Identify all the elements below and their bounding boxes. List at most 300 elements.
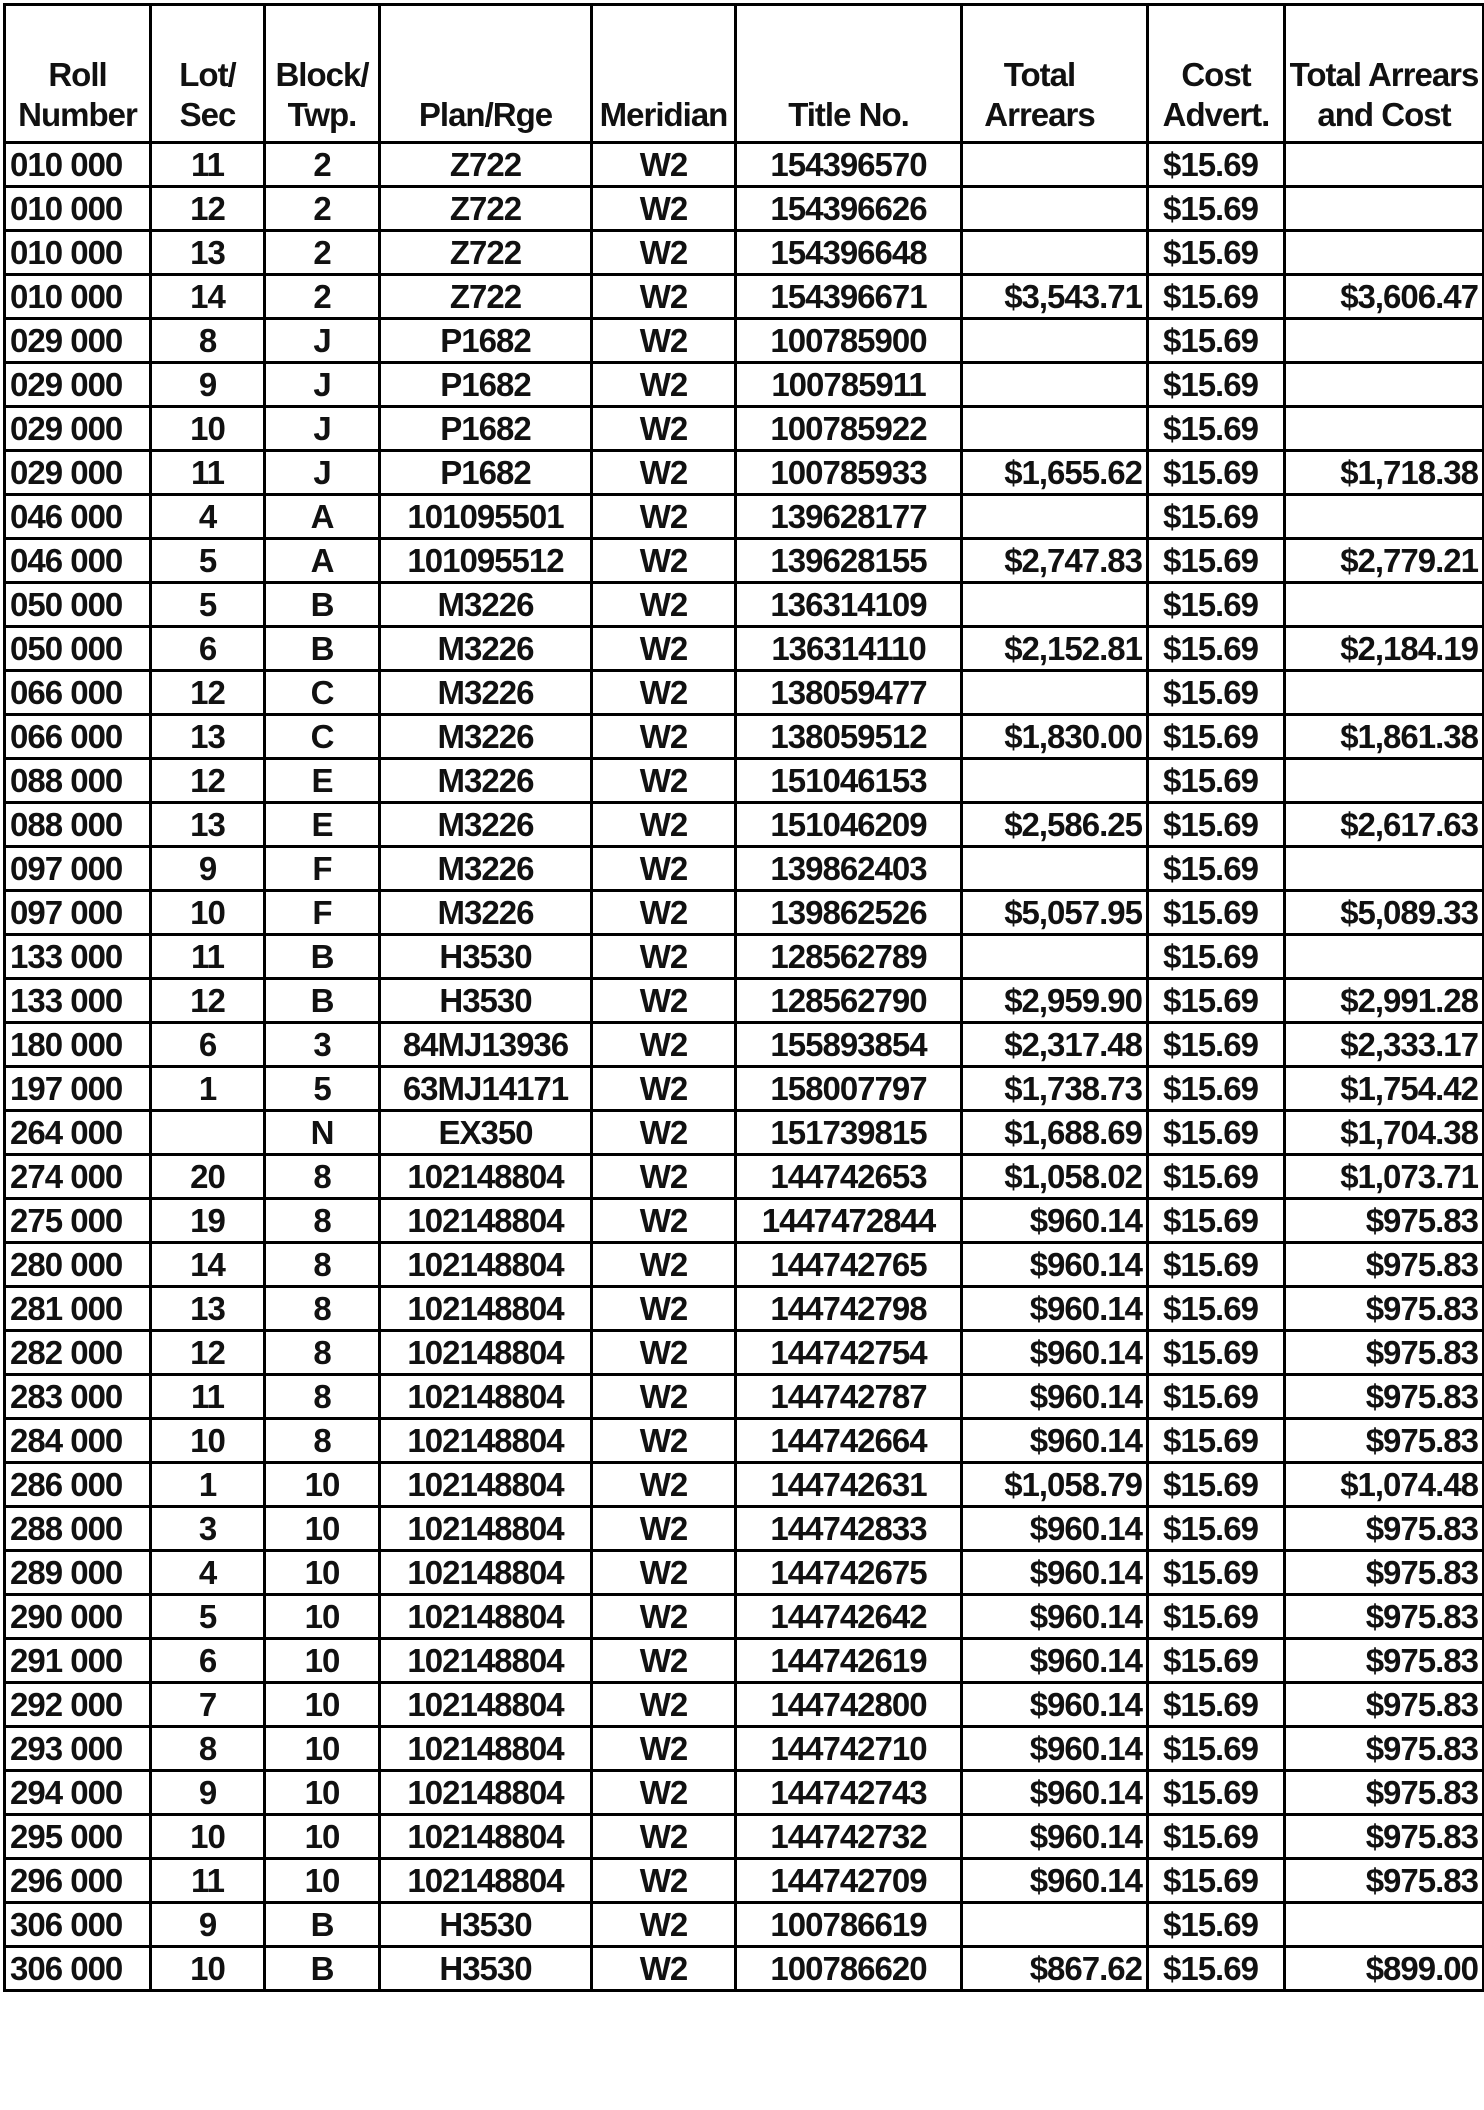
lot-sec-cell: 10 (151, 891, 265, 935)
total-arrears-cell: $960.14 (962, 1375, 1148, 1419)
block-twp-cell: 8 (265, 1331, 380, 1375)
meridian-cell: W2 (592, 1551, 736, 1595)
title-no-cell: 144742787 (736, 1375, 962, 1419)
plan-rge-cell: M3226 (380, 671, 592, 715)
lot-sec-cell: 10 (151, 1815, 265, 1859)
title-no-cell: 100785900 (736, 319, 962, 363)
cost-advert-cell: $15.69 (1148, 1375, 1285, 1419)
cost-advert-cell: $15.69 (1148, 1551, 1285, 1595)
total-arrears-cell (962, 187, 1148, 231)
plan-rge-cell: 102148804 (380, 1243, 592, 1287)
total-arrears-cell: $960.14 (962, 1859, 1148, 1903)
title-no-cell: 154396671 (736, 275, 962, 319)
meridian-cell: W2 (592, 1375, 736, 1419)
lot-sec-cell: 6 (151, 1023, 265, 1067)
block-twp-cell: B (265, 935, 380, 979)
table-row (5, 935, 1484, 979)
table-row (5, 275, 1484, 319)
title-no-cell: 136314109 (736, 583, 962, 627)
meridian-cell: W2 (592, 1727, 736, 1771)
header-cost-advert (1148, 5, 1285, 143)
block-twp-cell: 2 (265, 231, 380, 275)
total-arrears-cell: $5,057.95 (962, 891, 1148, 935)
meridian-cell: W2 (592, 935, 736, 979)
plan-rge-cell: 102148804 (380, 1859, 592, 1903)
cost-advert-cell: $15.69 (1148, 1023, 1285, 1067)
header-line: Title No. (788, 96, 909, 133)
header-line: Total Arrears (1289, 56, 1479, 93)
cost-advert-cell: $15.69 (1148, 451, 1285, 495)
title-no-cell: 100785911 (736, 363, 962, 407)
cost-advert-cell: $15.69 (1148, 1683, 1285, 1727)
roll-number-cell: 306 000 (5, 1903, 151, 1947)
table-row (5, 231, 1484, 275)
lot-sec-cell: 7 (151, 1683, 265, 1727)
cost-advert-cell: $15.69 (1148, 1859, 1285, 1903)
cost-advert-cell: $15.69 (1148, 1067, 1285, 1111)
title-no-cell: 128562789 (736, 935, 962, 979)
meridian-cell: W2 (592, 847, 736, 891)
total-arrears-cell (962, 671, 1148, 715)
title-no-cell: 100786620 (736, 1947, 962, 1991)
total-arrears-cell: $960.14 (962, 1287, 1148, 1331)
plan-rge-cell: 102148804 (380, 1375, 592, 1419)
meridian-cell: W2 (592, 671, 736, 715)
cost-advert-cell: $15.69 (1148, 187, 1285, 231)
block-twp-cell: C (265, 671, 380, 715)
roll-number-cell: 284 000 (5, 1419, 151, 1463)
roll-number-cell: 133 000 (5, 935, 151, 979)
cost-advert-cell: $15.69 (1148, 627, 1285, 671)
block-twp-cell: 8 (265, 1419, 380, 1463)
table-row (5, 1551, 1484, 1595)
plan-rge-cell: 102148804 (380, 1331, 592, 1375)
lot-sec-cell: 5 (151, 583, 265, 627)
cost-advert-cell: $15.69 (1148, 407, 1285, 451)
total-arrears-cell: $1,058.02 (962, 1155, 1148, 1199)
title-no-cell: 144742800 (736, 1683, 962, 1727)
total-arrears-and-cost-cell (1285, 143, 1484, 187)
title-no-cell: 155893854 (736, 1023, 962, 1067)
total-arrears-cell (962, 583, 1148, 627)
block-twp-cell: B (265, 1903, 380, 1947)
plan-rge-cell: 102148804 (380, 1551, 592, 1595)
table-row (5, 847, 1484, 891)
roll-number-cell: 274 000 (5, 1155, 151, 1199)
total-arrears-and-cost-cell: $975.83 (1285, 1287, 1484, 1331)
total-arrears-cell: $960.14 (962, 1199, 1148, 1243)
table-row (5, 1727, 1484, 1771)
header-line: and Cost (1317, 96, 1451, 133)
total-arrears-and-cost-cell (1285, 363, 1484, 407)
table-row (5, 1815, 1484, 1859)
header-title-no (736, 5, 962, 143)
roll-number-cell: 293 000 (5, 1727, 151, 1771)
total-arrears-and-cost-cell: $975.83 (1285, 1595, 1484, 1639)
title-no-cell: 100785922 (736, 407, 962, 451)
cost-advert-cell: $15.69 (1148, 231, 1285, 275)
table-row (5, 539, 1484, 583)
plan-rge-cell: M3226 (380, 583, 592, 627)
meridian-cell: W2 (592, 407, 736, 451)
title-no-cell: 144742754 (736, 1331, 962, 1375)
roll-number-cell: 010 000 (5, 187, 151, 231)
cost-advert-cell: $15.69 (1148, 1727, 1285, 1771)
table-row (5, 495, 1484, 539)
roll-number-cell: 294 000 (5, 1771, 151, 1815)
roll-number-cell: 282 000 (5, 1331, 151, 1375)
total-arrears-cell (962, 1903, 1148, 1947)
meridian-cell: W2 (592, 363, 736, 407)
cost-advert-cell: $15.69 (1148, 1199, 1285, 1243)
lot-sec-cell: 8 (151, 319, 265, 363)
lot-sec-cell: 12 (151, 759, 265, 803)
lot-sec-cell: 1 (151, 1067, 265, 1111)
header-line: Advert. (1162, 96, 1270, 133)
roll-number-cell: 288 000 (5, 1507, 151, 1551)
title-no-cell: 154396626 (736, 187, 962, 231)
meridian-cell: W2 (592, 1463, 736, 1507)
table-row (5, 715, 1484, 759)
total-arrears-cell (962, 935, 1148, 979)
lot-sec-cell: 4 (151, 1551, 265, 1595)
meridian-cell: W2 (592, 1111, 736, 1155)
table-row (5, 1331, 1484, 1375)
total-arrears-and-cost-cell: $975.83 (1285, 1727, 1484, 1771)
table-row (5, 979, 1484, 1023)
total-arrears-cell (962, 407, 1148, 451)
table-row (5, 1067, 1484, 1111)
table-row (5, 583, 1484, 627)
title-no-cell: 144742798 (736, 1287, 962, 1331)
total-arrears-and-cost-cell: $975.83 (1285, 1639, 1484, 1683)
plan-rge-cell: Z722 (380, 275, 592, 319)
plan-rge-cell: M3226 (380, 803, 592, 847)
table-row (5, 1771, 1484, 1815)
meridian-cell: W2 (592, 1859, 736, 1903)
cost-advert-cell: $15.69 (1148, 803, 1285, 847)
header-line: Cost (1181, 56, 1251, 93)
roll-number-cell: 291 000 (5, 1639, 151, 1683)
header-line: Twp. (287, 96, 357, 133)
block-twp-cell: 2 (265, 187, 380, 231)
roll-number-cell: 029 000 (5, 363, 151, 407)
lot-sec-cell: 12 (151, 187, 265, 231)
total-arrears-cell: $1,058.79 (962, 1463, 1148, 1507)
roll-number-cell: 097 000 (5, 891, 151, 935)
header-total-arrears-and-cost (1285, 5, 1484, 143)
lot-sec-cell: 12 (151, 1331, 265, 1375)
total-arrears-and-cost-cell (1285, 495, 1484, 539)
lot-sec-cell: 10 (151, 407, 265, 451)
block-twp-cell: 8 (265, 1199, 380, 1243)
tax-arrears-table (3, 3, 1484, 1992)
plan-rge-cell: 102148804 (380, 1155, 592, 1199)
plan-rge-cell: H3530 (380, 935, 592, 979)
plan-rge-cell: 102148804 (380, 1683, 592, 1727)
cost-advert-cell: $15.69 (1148, 1507, 1285, 1551)
roll-number-cell: 290 000 (5, 1595, 151, 1639)
plan-rge-cell: 102148804 (380, 1287, 592, 1331)
total-arrears-and-cost-cell (1285, 187, 1484, 231)
tax-arrears-sheet (3, 3, 1482, 2108)
cost-advert-cell: $15.69 (1148, 275, 1285, 319)
block-twp-cell: J (265, 319, 380, 363)
title-no-cell: 144742743 (736, 1771, 962, 1815)
total-arrears-cell: $960.14 (962, 1771, 1148, 1815)
title-no-cell: 151739815 (736, 1111, 962, 1155)
plan-rge-cell: 101095501 (380, 495, 592, 539)
total-arrears-and-cost-cell (1285, 847, 1484, 891)
roll-number-cell: 010 000 (5, 275, 151, 319)
title-no-cell: 144742732 (736, 1815, 962, 1859)
roll-number-cell: 133 000 (5, 979, 151, 1023)
lot-sec-cell: 9 (151, 847, 265, 891)
total-arrears-and-cost-cell: $1,861.38 (1285, 715, 1484, 759)
plan-rge-cell: H3530 (380, 1947, 592, 1991)
table-row (5, 1595, 1484, 1639)
lot-sec-cell: 12 (151, 671, 265, 715)
roll-number-cell: 066 000 (5, 671, 151, 715)
plan-rge-cell: EX350 (380, 1111, 592, 1155)
meridian-cell: W2 (592, 1023, 736, 1067)
block-twp-cell: 10 (265, 1859, 380, 1903)
total-arrears-and-cost-cell: $1,073.71 (1285, 1155, 1484, 1199)
table-row (5, 1859, 1484, 1903)
plan-rge-cell: M3226 (380, 891, 592, 935)
total-arrears-and-cost-cell: $975.83 (1285, 1859, 1484, 1903)
roll-number-cell: 306 000 (5, 1947, 151, 1991)
total-arrears-and-cost-cell (1285, 407, 1484, 451)
plan-rge-cell: Z722 (380, 187, 592, 231)
title-no-cell: 144742619 (736, 1639, 962, 1683)
total-arrears-cell (962, 319, 1148, 363)
meridian-cell: W2 (592, 1243, 736, 1287)
total-arrears-and-cost-cell: $975.83 (1285, 1331, 1484, 1375)
total-arrears-and-cost-cell: $975.83 (1285, 1419, 1484, 1463)
title-no-cell: 154396648 (736, 231, 962, 275)
total-arrears-cell: $1,688.69 (962, 1111, 1148, 1155)
table-header-row (5, 5, 1484, 143)
meridian-cell: W2 (592, 1815, 736, 1859)
total-arrears-cell (962, 363, 1148, 407)
meridian-cell: W2 (592, 1331, 736, 1375)
plan-rge-cell: 102148804 (380, 1595, 592, 1639)
plan-rge-cell: M3226 (380, 847, 592, 891)
block-twp-cell: 8 (265, 1375, 380, 1419)
block-twp-cell: A (265, 539, 380, 583)
roll-number-cell: 050 000 (5, 627, 151, 671)
roll-number-cell: 264 000 (5, 1111, 151, 1155)
total-arrears-cell: $960.14 (962, 1551, 1148, 1595)
total-arrears-cell: $2,959.90 (962, 979, 1148, 1023)
block-twp-cell: E (265, 759, 380, 803)
total-arrears-cell (962, 759, 1148, 803)
header-line: Meridian (599, 96, 728, 133)
block-twp-cell: 2 (265, 143, 380, 187)
table-row (5, 1287, 1484, 1331)
total-arrears-cell: $960.14 (962, 1639, 1148, 1683)
roll-number-cell: 029 000 (5, 451, 151, 495)
roll-number-cell: 010 000 (5, 143, 151, 187)
table-body (5, 143, 1484, 1991)
total-arrears-cell (962, 231, 1148, 275)
lot-sec-cell: 6 (151, 627, 265, 671)
total-arrears-and-cost-cell: $2,184.19 (1285, 627, 1484, 671)
meridian-cell: W2 (592, 275, 736, 319)
block-twp-cell: 10 (265, 1639, 380, 1683)
block-twp-cell: B (265, 979, 380, 1023)
table-row (5, 187, 1484, 231)
total-arrears-and-cost-cell: $975.83 (1285, 1771, 1484, 1815)
header-line: Arrears (984, 96, 1095, 133)
block-twp-cell: J (265, 363, 380, 407)
block-twp-cell: J (265, 407, 380, 451)
table-row (5, 363, 1484, 407)
plan-rge-cell: P1682 (380, 451, 592, 495)
block-twp-cell: 5 (265, 1067, 380, 1111)
plan-rge-cell: 102148804 (380, 1463, 592, 1507)
block-twp-cell: N (265, 1111, 380, 1155)
meridian-cell: W2 (592, 451, 736, 495)
lot-sec-cell: 4 (151, 495, 265, 539)
roll-number-cell: 296 000 (5, 1859, 151, 1903)
table-row (5, 1947, 1484, 1991)
total-arrears-cell (962, 847, 1148, 891)
header-line: Block/ (275, 56, 369, 93)
total-arrears-and-cost-cell: $975.83 (1285, 1199, 1484, 1243)
plan-rge-cell: P1682 (380, 363, 592, 407)
header-plan-rge (380, 5, 592, 143)
meridian-cell: W2 (592, 231, 736, 275)
meridian-cell: W2 (592, 1947, 736, 1991)
cost-advert-cell: $15.69 (1148, 495, 1285, 539)
block-twp-cell: 10 (265, 1771, 380, 1815)
block-twp-cell: 2 (265, 275, 380, 319)
lot-sec-cell: 9 (151, 363, 265, 407)
total-arrears-cell: $1,655.62 (962, 451, 1148, 495)
block-twp-cell: 10 (265, 1683, 380, 1727)
block-twp-cell: J (265, 451, 380, 495)
cost-advert-cell: $15.69 (1148, 979, 1285, 1023)
roll-number-cell: 283 000 (5, 1375, 151, 1419)
total-arrears-and-cost-cell (1285, 1903, 1484, 1947)
title-no-cell: 144742765 (736, 1243, 962, 1287)
total-arrears-and-cost-cell: $975.83 (1285, 1375, 1484, 1419)
cost-advert-cell: $15.69 (1148, 1815, 1285, 1859)
plan-rge-cell: Z722 (380, 143, 592, 187)
roll-number-cell: 289 000 (5, 1551, 151, 1595)
cost-advert-cell: $15.69 (1148, 715, 1285, 759)
cost-advert-cell: $15.69 (1148, 759, 1285, 803)
block-twp-cell: 3 (265, 1023, 380, 1067)
meridian-cell: W2 (592, 803, 736, 847)
header-line: Plan/Rge (418, 96, 553, 133)
total-arrears-and-cost-cell: $1,074.48 (1285, 1463, 1484, 1507)
meridian-cell: W2 (592, 1771, 736, 1815)
lot-sec-cell: 9 (151, 1903, 265, 1947)
meridian-cell: W2 (592, 759, 736, 803)
cost-advert-cell: $15.69 (1148, 1155, 1285, 1199)
total-arrears-and-cost-cell: $975.83 (1285, 1683, 1484, 1727)
cost-advert-cell: $15.69 (1148, 319, 1285, 363)
total-arrears-cell: $3,543.71 (962, 275, 1148, 319)
block-twp-cell: B (265, 583, 380, 627)
roll-number-cell: 066 000 (5, 715, 151, 759)
table-row (5, 1639, 1484, 1683)
lot-sec-cell: 13 (151, 803, 265, 847)
cost-advert-cell: $15.69 (1148, 1419, 1285, 1463)
total-arrears-cell: $960.14 (962, 1595, 1148, 1639)
table-row (5, 1683, 1484, 1727)
lot-sec-cell: 8 (151, 1727, 265, 1771)
total-arrears-cell: $960.14 (962, 1683, 1148, 1727)
total-arrears-cell (962, 495, 1148, 539)
total-arrears-cell: $960.14 (962, 1331, 1148, 1375)
table-row (5, 1199, 1484, 1243)
lot-sec-cell: 10 (151, 1947, 265, 1991)
block-twp-cell: B (265, 1947, 380, 1991)
block-twp-cell: C (265, 715, 380, 759)
total-arrears-and-cost-cell: $3,606.47 (1285, 275, 1484, 319)
table-row (5, 759, 1484, 803)
table-row (5, 1463, 1484, 1507)
title-no-cell: 151046209 (736, 803, 962, 847)
table-row (5, 407, 1484, 451)
meridian-cell: W2 (592, 1287, 736, 1331)
lot-sec-cell: 5 (151, 539, 265, 583)
meridian-cell: W2 (592, 979, 736, 1023)
lot-sec-cell: 14 (151, 275, 265, 319)
table-row (5, 1903, 1484, 1947)
table-row (5, 1023, 1484, 1067)
title-no-cell: 144742631 (736, 1463, 962, 1507)
total-arrears-cell: $960.14 (962, 1243, 1148, 1287)
header-roll-number (5, 5, 151, 143)
title-no-cell: 151046153 (736, 759, 962, 803)
plan-rge-cell: Z722 (380, 231, 592, 275)
meridian-cell: W2 (592, 583, 736, 627)
total-arrears-cell: $2,152.81 (962, 627, 1148, 671)
meridian-cell: W2 (592, 187, 736, 231)
title-no-cell: 138059477 (736, 671, 962, 715)
header-line: Lot/ (179, 56, 236, 93)
block-twp-cell: A (265, 495, 380, 539)
cost-advert-cell: $15.69 (1148, 1639, 1285, 1683)
plan-rge-cell: M3226 (380, 627, 592, 671)
total-arrears-cell (962, 143, 1148, 187)
block-twp-cell: 8 (265, 1155, 380, 1199)
total-arrears-and-cost-cell: $2,333.17 (1285, 1023, 1484, 1067)
roll-number-cell: 029 000 (5, 407, 151, 451)
plan-rge-cell: 63MJ14171 (380, 1067, 592, 1111)
block-twp-cell: B (265, 627, 380, 671)
table-row (5, 891, 1484, 935)
cost-advert-cell: $15.69 (1148, 935, 1285, 979)
meridian-cell: W2 (592, 1595, 736, 1639)
total-arrears-and-cost-cell: $975.83 (1285, 1507, 1484, 1551)
lot-sec-cell: 14 (151, 1243, 265, 1287)
header-line: Total (1003, 56, 1076, 93)
roll-number-cell: 029 000 (5, 319, 151, 363)
block-twp-cell: 10 (265, 1551, 380, 1595)
lot-sec-cell: 9 (151, 1771, 265, 1815)
block-twp-cell: E (265, 803, 380, 847)
roll-number-cell: 197 000 (5, 1067, 151, 1111)
title-no-cell: 154396570 (736, 143, 962, 187)
cost-advert-cell: $15.69 (1148, 143, 1285, 187)
meridian-cell: W2 (592, 1067, 736, 1111)
